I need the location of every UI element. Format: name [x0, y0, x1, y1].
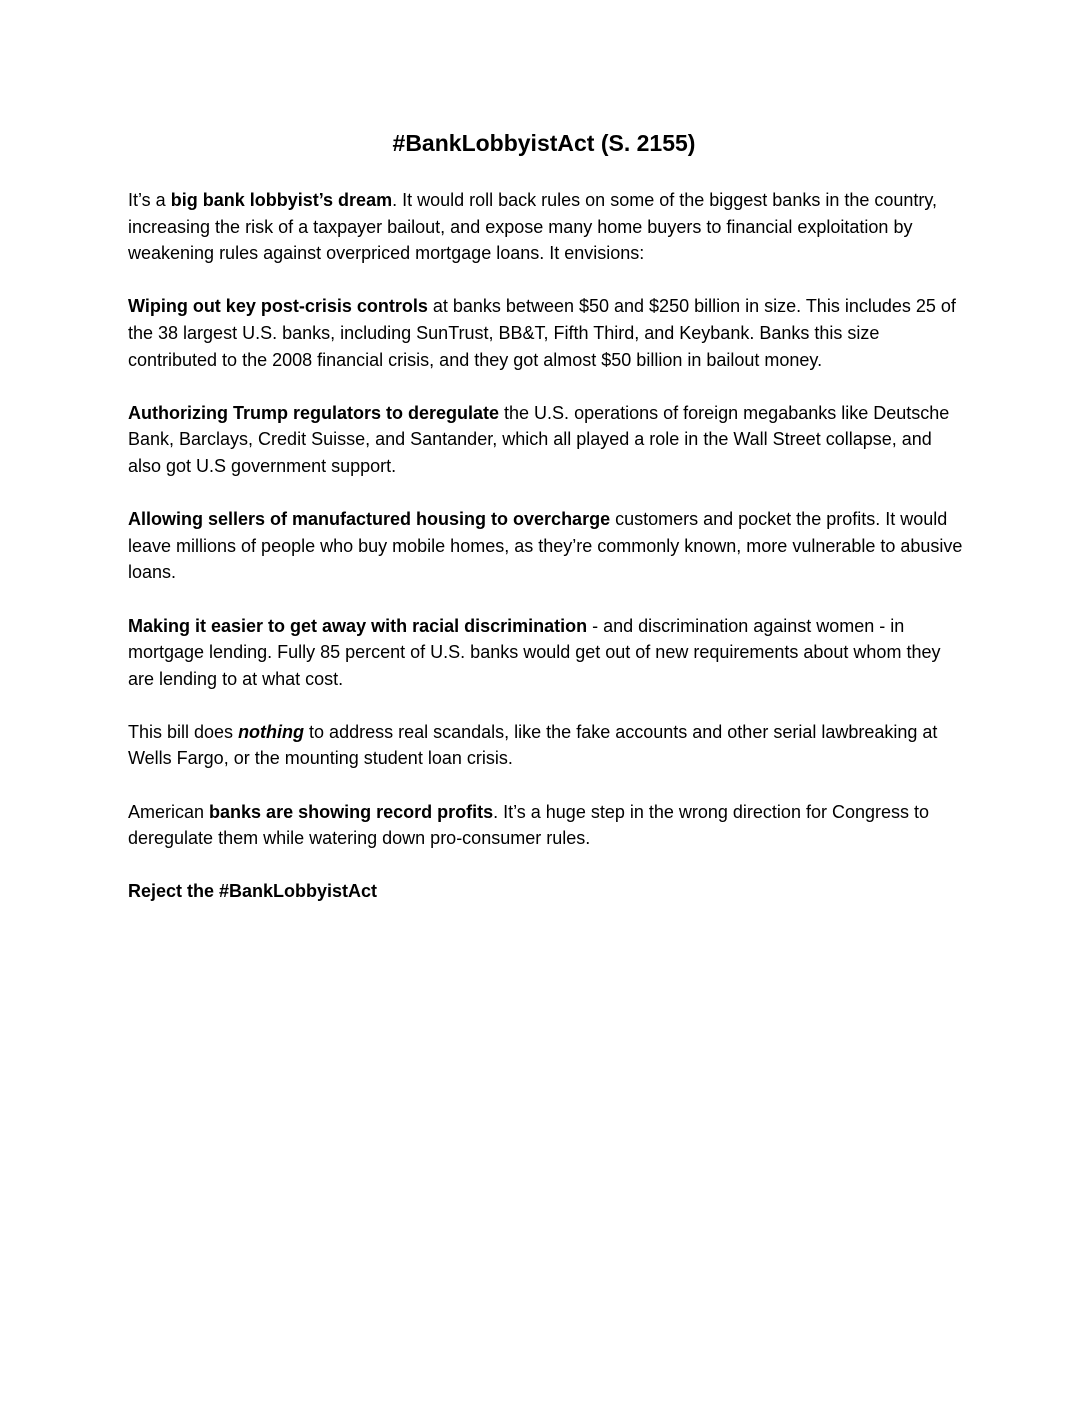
point-text: customers and pocket the profits. It would leave millions of people who buy mobile homes, as they’re commonly known, more vulnerable to abusive loans. — [128, 509, 963, 583]
point-text: at banks between $50 and $250 billion in size. This includes 25 of the 38 largest U.S. banks, including SunTrust, BB&T, Fifth Third, and Keybank. Banks this size contributed to the 2008 financial crisis, and they got almost $50 billion in bailout money. — [128, 296, 956, 370]
record-profits-paragraph — [128, 799, 968, 852]
scandals-paragraph — [128, 719, 968, 772]
point-foreign-megabanks — [128, 400, 968, 480]
point-text: the U.S. operations of foreign megabanks like Deutsche Bank, Barclays, Credit Suisse, and Santander, which all played a role in the Wall Street collapse, and also got U.S government support. — [128, 402, 950, 476]
intro-paragraph — [128, 187, 968, 267]
document-body — [128, 187, 968, 932]
point-heading: Authorizing Trump regulators to deregulate — [128, 402, 500, 423]
scandals-text: to address real scandals, like the fake accounts and other serial lawbreaking at Wells Fargo, or the mounting student loan crisis. — [128, 721, 938, 769]
point-manufactured-housing — [128, 506, 968, 586]
profits-text: . It’s a huge step in the wrong direction for Congress to deregulate them while watering down pro-consumer rules. — [128, 801, 930, 849]
closing-text: Reject the #BankLobbyistAct — [128, 881, 378, 902]
point-heading: Allowing sellers of manufactured housing to overcharge — [128, 509, 611, 530]
scandals-emphasis: nothing — [238, 721, 305, 742]
profits-emphasis: banks are showing record profits — [209, 801, 494, 822]
point-heading: Making it easier to get away with racial discrimination — [128, 615, 588, 636]
intro-emphasis: big bank lobbyist’s dream — [170, 190, 393, 210]
point-racial-discrimination — [128, 613, 968, 693]
intro-lead: It’s a — [128, 190, 171, 210]
point-post-crisis-controls — [128, 293, 968, 373]
point-text: - and discrimination against women - in mortgage lending. Fully 85 percent of U.S. banks would get out of new requirements about whom they are lending to at what cost. — [128, 615, 941, 689]
document-title: #BankLobbyistAct (S. 2155) — [392, 130, 696, 156]
scandals-lead: This bill does — [128, 721, 239, 742]
profits-lead: American — [128, 801, 210, 822]
intro-text: . It would roll back rules on some of the biggest banks in the country, increasing the risk of a taxpayer bailout, and expose many home buyers to financial exploitation by weakening rules against overpriced mortgage loans. It envisions: — [128, 190, 938, 264]
point-heading: Wiping out key post-crisis controls — [128, 296, 428, 317]
closing-call-to-action — [128, 878, 968, 905]
